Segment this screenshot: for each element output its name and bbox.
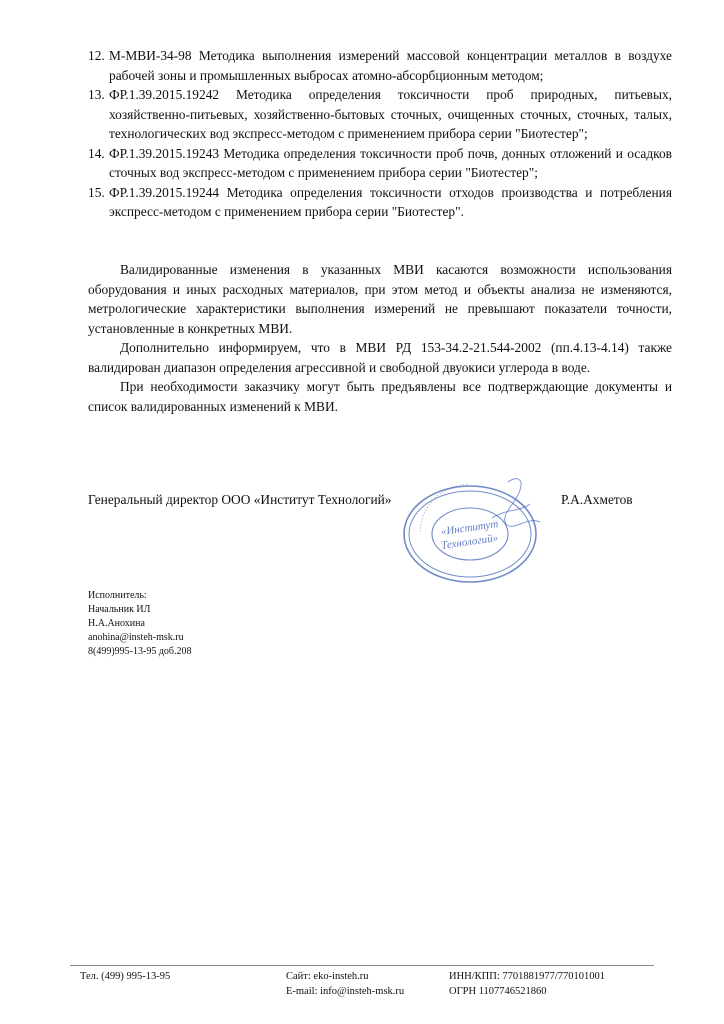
executor-email: anohina@insteh-msk.ru (88, 632, 184, 643)
list-item-number: 12. (88, 48, 105, 63)
executor-name: Н.А.Анохина (88, 618, 145, 629)
footer-requisites-block (449, 970, 605, 999)
footer-ogrn: ОГРН 1107746521860 (449, 985, 547, 997)
footer-contacts-block (286, 970, 404, 999)
company-stamp (396, 474, 546, 584)
signatory-position: Генеральный директор ООО «Институт Технологий» (88, 492, 392, 507)
list-item (88, 46, 672, 85)
body-paragraphs (88, 260, 672, 416)
list-item (88, 144, 672, 183)
paragraph-validation: Валидированные изменения в указанных МВИ касаются возможности использования оборудования и иных расходных материалов, при этом метод и объекты анализа не изменяются, метрологические характеристики выполнения измерений не превышают показатели точности, установленные в конкретных МВИ. (88, 262, 672, 336)
paragraph-documents: При необходимости заказчику могут быть предъявлены все подтверждающие документы и список валидированных изменений к МВИ. (88, 379, 672, 414)
executor-label: Исполнитель: (88, 590, 147, 601)
list-item-number: 14. (88, 145, 105, 161)
list-item-text: ФР.1.39.2015.19242 Методика определения токсичности проб природных, питьевых, хозяйственно-питьевых, хозяйственно-бытовых сточных, очищенных сточных, сточных, талых, технологических вод экспресс-методом с применением прибора серии "Биотестер"; (109, 87, 672, 141)
footer-divider (70, 965, 654, 966)
footer-inn-kpp: ИНН/КПП: 7701881977/770101001 (449, 971, 606, 982)
list-item-text: ФР.1.39.2015.19244 Методика определения токсичности отходов производства и потребления экспресс-методом с применением прибора серии "Биотестер". (109, 184, 672, 219)
list-item-text: М-МВИ-34-98 Методика выполнения измерений массовой концентрации металлов в воздухе рабочей зоны и промышленных выбросах атомно-абсорбционным методом; (109, 48, 672, 83)
footer-phone-block (80, 970, 170, 985)
list-item (88, 183, 672, 222)
list-item-number: 13. (88, 87, 105, 102)
list-item-number: 15. (88, 184, 105, 200)
svg-text:Технологий»: Технологий» (440, 532, 499, 552)
footer-website: Сайт: eko-insteh.ru (286, 971, 369, 982)
footer-phone: Тел. (499) 995-13-95 (80, 971, 171, 982)
svg-text:«Институт: «Институт (440, 518, 500, 538)
executor-phone: 8(499)995-13-95 доб.208 (88, 646, 192, 657)
executor-role: Начальник ИЛ (88, 604, 151, 615)
footer-email: E-mail: info@insteh-msk.ru (286, 985, 405, 997)
list-item (88, 85, 672, 144)
executor-block (88, 589, 192, 659)
svg-text:• • • • • • • • • • • • • • •: • • • • • • • • • • • • • • • • • • • • • • • • (418, 483, 468, 533)
methods-list (88, 46, 672, 222)
list-item-text: ФР.1.39.2015.19243 Методика определения токсичности проб почв, донных отложений и осадков сточных вод экспресс-методом с применением прибора серии "Биотестер"; (109, 145, 672, 180)
signatory-name: Р.А.Ахметов (561, 492, 633, 507)
paragraph-additional-info: Дополнительно информируем, что в МВИ РД 153-34.2-21.544-2002 (пп.4.13-4.14) также валидирован диапазон определения агрессивной и свободной двуокиси углерода в воде. (88, 340, 672, 375)
